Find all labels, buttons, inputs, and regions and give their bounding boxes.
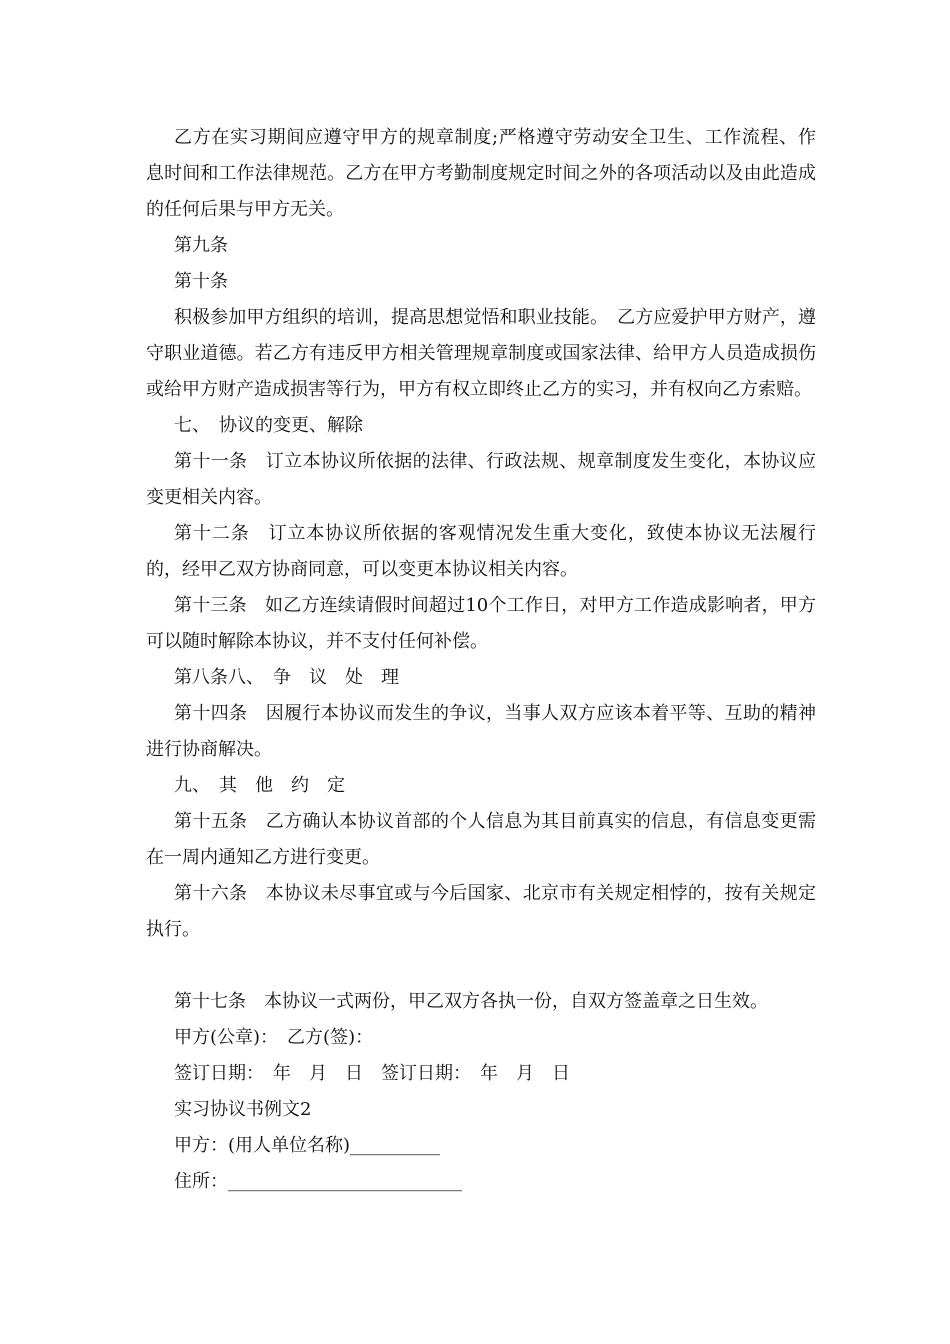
signing-date-line: 签订日期： 年 月 日 签订日期： 年 月 日 <box>174 1063 570 1084</box>
section-8-heading: 第八条八、 争 议 处 理 <box>174 667 399 688</box>
document-body <box>146 120 834 1200</box>
paragraph-training: 积极参加甲方组织的培训，提高思想觉悟和职业技能。 乙方应爱护甲方财产，遵守职业道德。若乙方有违反甲方相关管理规章制度或国家法律、给甲方人员造成损伤或给甲方财产造成损害等行为，甲方有权立即终止乙方的实习，并有权向乙方索赔。 <box>146 307 816 400</box>
signature-parties-line: 甲方(公章)： 乙方(签)： <box>174 1027 374 1048</box>
party-a-field: 甲方：(用人单位名称)__________ <box>174 1135 441 1156</box>
example-2-title: 实习协议书例文2 <box>174 1099 312 1120</box>
address-field: 住所：__________________________ <box>174 1171 462 1192</box>
article-16: 第十六条 本协议未尽事宜或与今后国家、北京市有关规定相悖的，按有关规定执行。 <box>146 883 816 940</box>
article-9-heading: 第九条 <box>174 235 228 256</box>
article-17: 第十七条 本协议一式两份，甲乙双方各执一份，自双方签盖章之日生效。 <box>174 991 768 1012</box>
article-15: 第十五条 乙方确认本协议首部的个人信息为其目前真实的信息，有信息变更需在一周内通知乙方进行变更。 <box>146 811 816 868</box>
article-12: 第十二条 订立本协议所依据的客观情况发生重大变化，致使本协议无法履行的，经甲乙双方协商同意，可以变更本协议相关内容。 <box>146 523 816 580</box>
article-13: 第十三条 如乙方连续请假时间超过10个工作日，对甲方工作造成影响者，甲方可以随时解除本协议，并不支付任何补偿。 <box>146 595 816 652</box>
article-10-heading: 第十条 <box>174 271 228 292</box>
section-9-heading: 九、 其 他 约 定 <box>174 775 345 796</box>
paragraph-discipline: 乙方在实习期间应遵守甲方的规章制度;严格遵守劳动安全卫生、工作流程、作 息时间和工作法律规范。乙方在甲方考勤制度规定时间之外的各项活动以及由此造成的任何后果与甲方无关。 <box>146 127 834 220</box>
article-14: 第十四条 因履行本协议而发生的争议，当事人双方应该本着平等、互助的精神进行协商解决。 <box>146 703 816 760</box>
blank-line <box>146 948 816 984</box>
article-11: 第十一条 订立本协议所依据的法律、行政法规、规章制度发生变化，本协议应变更相关内容。 <box>146 451 816 508</box>
section-7-heading: 七、 协议的变更、解除 <box>174 415 363 436</box>
